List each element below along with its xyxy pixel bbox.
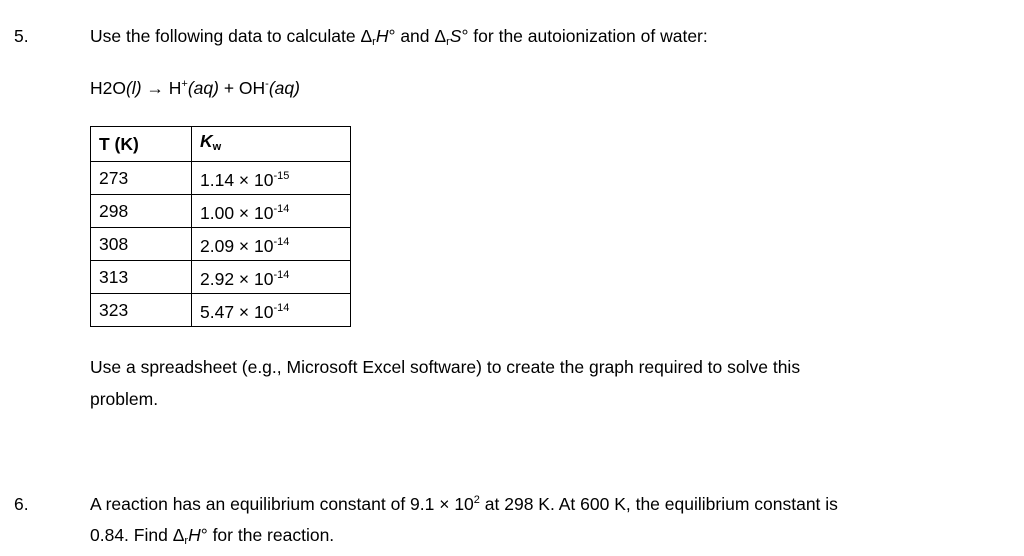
cell-temp: 308 <box>91 228 192 261</box>
table-header-row <box>91 127 351 162</box>
text: ° and Δ <box>388 26 447 46</box>
subscript: r <box>184 535 189 547</box>
cell-kw <box>192 195 351 228</box>
text: K <box>200 131 213 151</box>
exponent: -14 <box>273 236 290 248</box>
exponent: 2 <box>473 494 480 506</box>
cell-kw <box>192 228 351 261</box>
cell-temp: 298 <box>91 195 192 228</box>
subscript: w <box>212 141 222 153</box>
state: (aq) <box>268 78 300 98</box>
header-temperature: T (K) <box>91 127 192 162</box>
text: Use the following data to calculate Δ <box>90 26 373 46</box>
text: 5.47 × 10 <box>200 302 274 322</box>
question-6-line1 <box>90 494 838 515</box>
header-kw <box>192 127 351 162</box>
question-5-number: 5. <box>14 26 29 46</box>
text: → H <box>141 78 182 98</box>
charge: + <box>181 78 188 90</box>
question-5-intro <box>90 26 708 48</box>
text: at 298 K. At 600 K, the equilibrium constant is <box>479 494 838 514</box>
text: 1.14 × 10 <box>200 170 274 190</box>
exponent: -15 <box>273 170 290 182</box>
subscript: r <box>446 36 450 48</box>
state: (aq) <box>187 78 219 98</box>
question-6-number: 6. <box>14 494 29 514</box>
table-row <box>91 195 351 228</box>
spreadsheet-instruction-line2: problem. <box>90 389 159 409</box>
cell-temp: 273 <box>91 162 192 195</box>
cell-temp: 323 <box>91 294 192 327</box>
cell-temp: 313 <box>91 261 192 294</box>
table-row <box>91 261 351 294</box>
table-row <box>91 294 351 327</box>
text: ° for the reaction. <box>200 525 335 545</box>
text: H2O <box>90 78 126 98</box>
table-row <box>91 162 351 195</box>
spreadsheet-instruction-line1: Use a spreadsheet (e.g., Microsoft Excel software) to create the graph required to solve this <box>90 357 801 377</box>
kw-data-table <box>90 126 351 327</box>
cell-kw <box>192 162 351 195</box>
text: 2.09 × 10 <box>200 236 274 256</box>
text: 0.84. Find Δ <box>90 525 185 545</box>
state: (l) <box>125 78 142 98</box>
charge: - <box>265 78 269 90</box>
entropy-symbol: S <box>449 26 462 46</box>
exponent: -14 <box>273 269 290 281</box>
text: 1.00 × 10 <box>200 203 274 223</box>
question-6-line2 <box>90 525 334 547</box>
subscript: r <box>372 36 376 48</box>
exponent: -14 <box>273 203 290 215</box>
text: A reaction has an equilibrium constant of 9.1 × 10 <box>90 494 474 514</box>
table-row <box>91 228 351 261</box>
enthalpy-symbol: H <box>375 26 389 46</box>
text: + OH <box>218 78 266 98</box>
reaction-equation <box>90 78 300 99</box>
cell-kw <box>192 261 351 294</box>
enthalpy-symbol: H <box>188 525 201 545</box>
exponent: -14 <box>273 302 290 314</box>
cell-kw <box>192 294 351 327</box>
text: 2.92 × 10 <box>200 269 274 289</box>
text: ° for the autoionization of water: <box>461 26 708 46</box>
